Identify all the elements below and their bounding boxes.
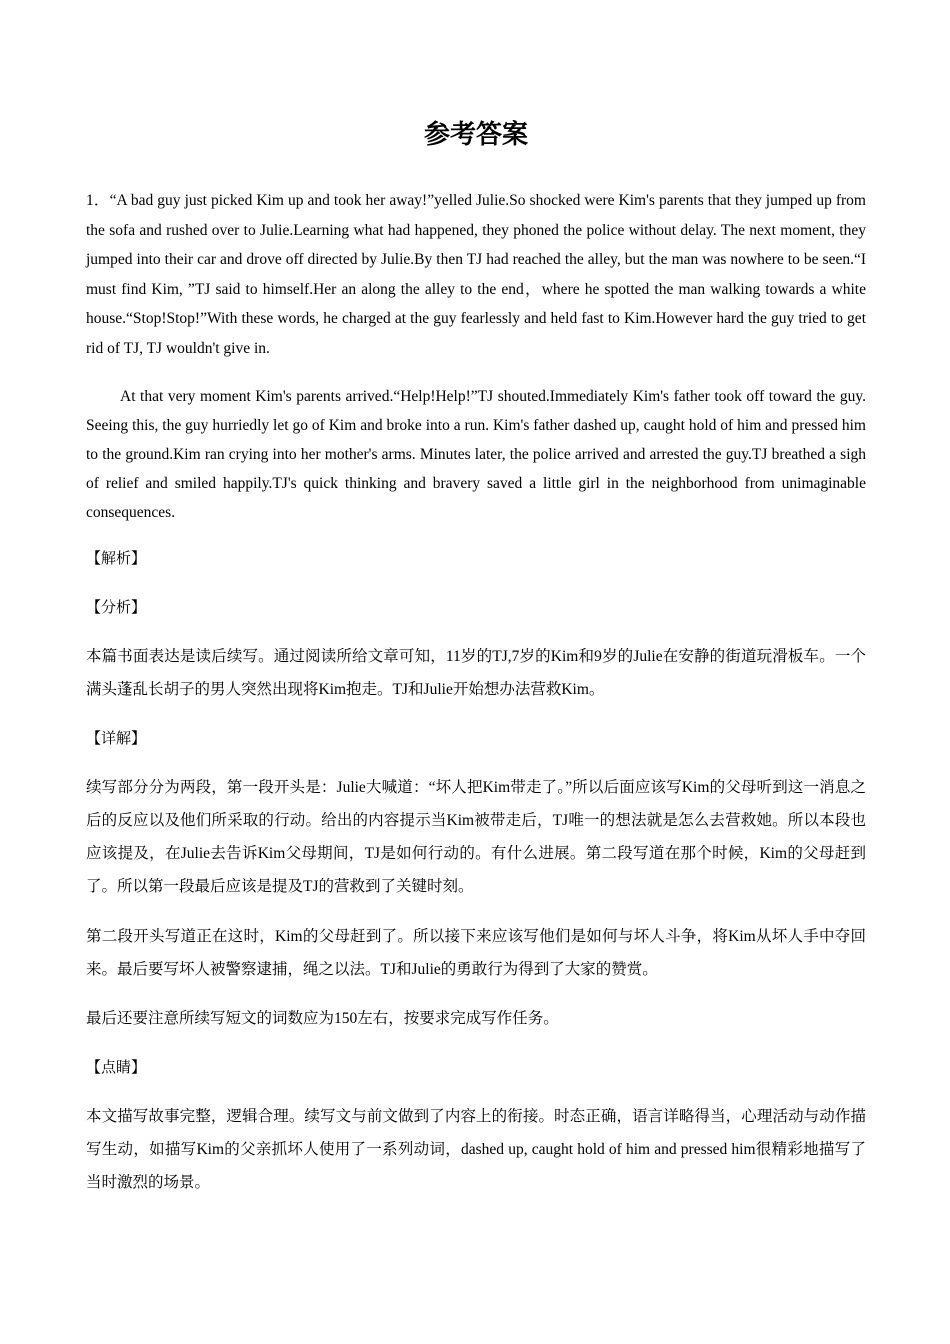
xiangjie-paragraph-1: 续写部分分为两段，第一段开头是：Julie大喊道：“坏人把Kim带走了。”所以后面应该写Kim的父母听到这一消息之后的反应以及他们所采取的行动。给出的内容提示当Kim被带走后，TJ唯一的想法就是怎么去营救她。所以本段也应该提及，在Julie去告诉Kim父母期间，TJ是如何行动的。有什么进展。第二段写道在那个时候，Kim的父母赶到了。所以第一段最后应该是提及TJ的营救到了关键时刻。	[86, 779, 866, 895]
fenxi-heading: 【分析】	[86, 598, 147, 616]
fenxi-text: 本篇书面表达是读后续写。通过阅读所给文章可知，11岁的TJ,7岁的Kim和9岁的Julie在安静的街道玩滑板车。一个满头蓬乱长胡子的男人突然出现将Kim抱走。TJ和Julie开始想办法营救Kim。	[86, 648, 866, 698]
question-number: 1．	[86, 192, 110, 209]
page-title: 参考答案	[423, 120, 528, 150]
xiangjie-paragraph-3: 最后还要注意所续写短文的词数应为150左右，按要求完成写作任务。	[86, 1010, 559, 1027]
dianjing-text: 本文描写故事完整，逻辑合理。续写文与前文做到了内容上的衔接。时态正确，语言详略得当，心理活动与动作描写生动，如描写Kim的父亲抓坏人使用了一系列动词，dashed up, caught hold of him and pressed him很精彩地描写了当时激烈的场景。	[86, 1108, 866, 1191]
answer-paragraph-1	[86, 186, 866, 363]
answer-paragraph-1-text: “A bad guy just picked Kim up and took her away!”yelled Julie.So shocked were Kim's parents that they jumped up from the sofa and rushed over to Julie.Learning what had happened, they phoned the police without delay. The next moment, they jumped into their car and drove off directed by Julie.By then TJ had reached the alley, but the man was nowhere to be seen.“I must find Kim, ”TJ said to himself.Her an along the alley to the end，where he spotted the man walking towards a white house.“Stop!Stop!”With these words, he charged at the guy fearlessly and held fast to Kim.However hard the guy tried to get rid of TJ, TJ wouldn't give in.	[86, 192, 866, 357]
xiangjie-paragraph-2: 第二段开头写道正在这时，Kim的父母赶到了。所以接下来应该写他们是如何与坏人斗争，将Kim从坏人手中夺回来。最后要写坏人被警察逮捕，绳之以法。TJ和Julie的勇敢行为得到了大家的赞赏。	[86, 928, 866, 978]
jiexi-heading: 【解析】	[86, 549, 147, 567]
xiangjie-heading: 【详解】	[86, 729, 147, 747]
dianjing-heading: 【点睛】	[86, 1058, 147, 1076]
answer-paragraph-2: At that very moment Kim's parents arrived.“Help!Help!”TJ shouted.Immediately Kim's father took off toward the guy. Seeing this, the guy hurriedly let go of Kim and broke into a run. Kim's father dashed up, caught hold of him and pressed him to the ground.Kim ran crying into her mother's arms. Minutes later, the police arrived and arrested the guy.TJ breathed a sigh of relief and smiled happily.TJ's quick thinking and bravery saved a little girl in the neighborhood from unimaginable consequences.	[86, 388, 866, 521]
